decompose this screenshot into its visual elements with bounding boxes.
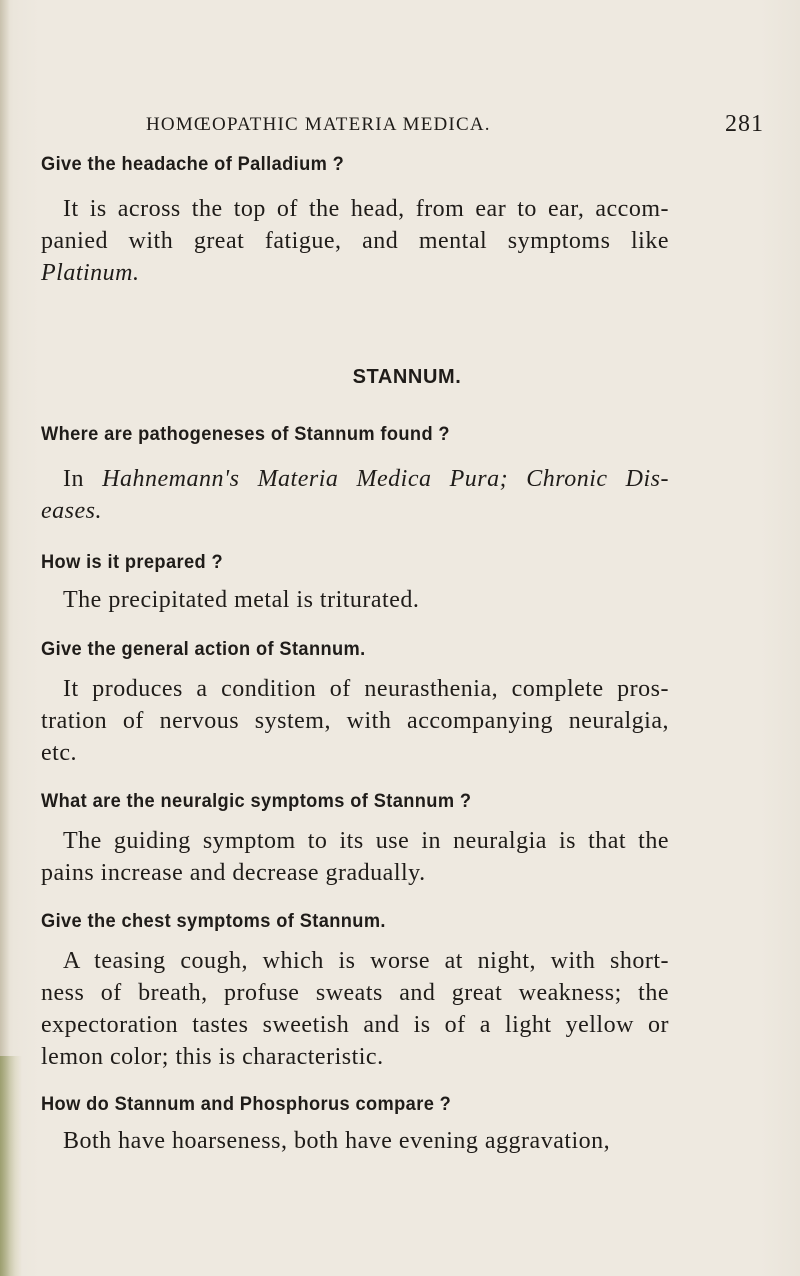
answer-line: tration of nervous system, with accompanying neuralgia,	[41, 708, 669, 734]
answer-line	[41, 260, 140, 287]
italic-book-titles-cont: eases.	[41, 498, 102, 524]
italic-book-titles: Hahnemann's Materia Medica Pura; Chronic Dis-	[102, 466, 669, 492]
answer-line: pains increase and decrease gradually.	[41, 860, 426, 886]
answer-line: It is across the top of the head, from ear to ear, accom-	[63, 196, 669, 222]
question-palladium-headache: Give the headache of Palladium ?	[41, 154, 345, 175]
answer-line: lemon color; this is characteristic.	[41, 1044, 384, 1070]
page-number: 281	[725, 111, 764, 137]
answer-line: The precipitated metal is triturated.	[63, 587, 420, 613]
page-stain	[0, 1056, 22, 1276]
italic-remedy-name: Platinum.	[41, 260, 140, 286]
answer-line: panied with great fatigue, and mental symptoms like	[41, 228, 669, 254]
answer-line: ness of breath, profuse sweats and great weakness; the	[41, 980, 669, 1006]
answer-line	[41, 466, 669, 493]
question-general-action: Give the general action of Stannum.	[41, 639, 366, 660]
answer-line: Both have hoarseness, both have evening aggravation,	[63, 1128, 611, 1154]
answer-line: A teasing cough, which is worse at night, with short-	[63, 948, 669, 974]
answer-line: etc.	[41, 740, 77, 766]
answer-line: It produces a condition of neurasthenia, complete pros-	[63, 676, 669, 702]
question-pathogeneses: Where are pathogeneses of Stannum found ?	[41, 424, 450, 445]
section-title: STANNUM.	[352, 366, 462, 388]
answer-line	[41, 498, 102, 525]
answer-prefix: In	[63, 466, 103, 492]
question-stannum-phosphorus: How do Stannum and Phosphorus compare ?	[41, 1094, 452, 1115]
question-neuralgic-symptoms: What are the neuralgic symptoms of Stannum ?	[41, 791, 472, 812]
answer-line: The guiding symptom to its use in neuralgia is that the	[63, 828, 669, 854]
question-preparation: How is it prepared ?	[41, 552, 224, 573]
answer-line: expectoration tastes sweetish and is of a light yellow or	[41, 1012, 669, 1038]
question-chest-symptoms: Give the chest symptoms of Stannum.	[41, 911, 386, 932]
header-title: HOMŒOPATHIC MATERIA MEDICA.	[146, 114, 491, 135]
